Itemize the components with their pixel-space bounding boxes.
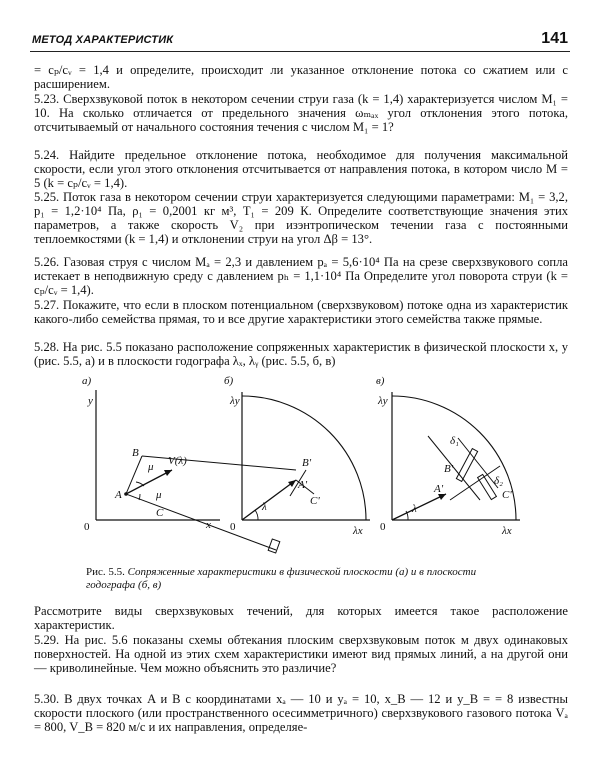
panel-b-arrowhead: [288, 480, 296, 487]
panel-a-y-label: y: [88, 395, 93, 407]
panel-b-lambda: λ: [262, 501, 267, 513]
panel-b-origin: 0: [230, 521, 236, 533]
panel-a: [82, 375, 296, 553]
panel-b-tag: б): [224, 375, 234, 387]
problem-5-23: 5.23. Сверхзвуковой поток в некотором сечении струи газа (k = 1,4) характеризуется числом M₁ = 10. На сколько отличается от предельного значения ωₘₐₓ угол отклонения этого потока, отсчитываемый от начального состояния течения с числом M₁ = 1?: [34, 92, 568, 134]
panel-a-origin: 0: [84, 521, 90, 533]
page-number: 141: [541, 30, 568, 47]
panel-c-y-label: λy: [378, 395, 388, 407]
running-title: МЕТОД ХАРАКТЕРИСТИК: [32, 34, 174, 46]
panel-c-bar-1: [456, 449, 477, 482]
mu-label-2: μ: [156, 489, 162, 501]
page-header: [30, 30, 570, 52]
panel-c-origin: 0: [380, 521, 386, 533]
problem-5-24: 5.24. Найдите предельное отклонение потока, необходимое для получения максимальной скорости, если угол этого отклонения отсчитывается от направления потока, в котором число M = 5 (k = cₚ/cᵥ = 1,4).: [34, 148, 568, 190]
header-rule: [30, 51, 570, 52]
point-C: C: [156, 507, 164, 519]
panel-a-tag: а): [82, 375, 92, 387]
panel-c: [376, 375, 520, 537]
panel-c-point-C: C': [502, 489, 512, 501]
characteristic-AC: [126, 494, 276, 550]
problem-5-25: 5.25. Поток газа в некотором сечении струи характеризуется следующими параметрами: M₁ = 3,2, p₁ = 1,2·10⁴ Па, ρ₁ = 0,2001 кг м³, T₁ = 209 К. Определите соответствующие значения этих параметров, а также скорость V₂ при изэнтропическом течении газа с постоянными теплоемкостями (k = 1,4) и отклонении струи на угол Δβ = 13°.: [34, 190, 568, 246]
panel-c-point-B: B': [444, 463, 454, 475]
panel-c-tag: в): [376, 375, 385, 387]
paragraph-5-28-continued: Рассмотрите виды сверхзвуковых течений, для которых имеется такое расположение характеристик.: [34, 604, 568, 632]
small-rect-right: [268, 539, 280, 553]
panel-c-delta2: δ₂: [494, 475, 503, 487]
panel-c-lambda: λ: [412, 503, 417, 515]
panel-c-x-label: λx: [502, 525, 512, 537]
panel-a-x-label: x: [206, 519, 211, 531]
velocity-vector: [126, 470, 172, 494]
vector-label: V(λ): [168, 455, 187, 467]
panel-b-y-label: λy: [230, 395, 240, 407]
problem-5-27: 5.27. Покажите, что если в плоском потенциальном (сверхзвуковом) потоке одна из характеристик какого-либо семейства прямая, то и все другие характеристики этого семейства также прямые.: [34, 298, 568, 326]
panel-c-velocity-vector: [392, 494, 446, 520]
caption-text: Сопряженные характеристики в физической плоскости (а) и в плоскости годографа (б, в): [86, 566, 477, 591]
panel-b-point-C: C': [310, 495, 320, 507]
problem-5-28: 5.28. На рис. 5.5 показано расположение сопряженных характеристик в физической плоскости x, y (рис. 5.5, а) и в плоскости годографа λₓ, λᵧ (рис. 5.5, б, в): [34, 340, 568, 368]
problem-5-30: 5.30. В двух точках A и B с координатами xₐ — 10 и yₐ = 10, x_B — 12 и y_B = = 8 известны скорости плоского (или пространственного осесимметричного) сверхзвукового газового потока Vₐ = 800, V_B = 820 м/с и их направления, определяе-: [34, 692, 568, 734]
caption-number: Рис. 5.5.: [86, 566, 125, 578]
panel-b-point-B: B': [302, 457, 312, 469]
point-A: A: [115, 489, 122, 501]
panel-b-x-label: λx: [353, 525, 363, 537]
characteristic-B-long: [142, 456, 296, 470]
panel-c-delta1: δ₁: [450, 435, 459, 447]
panel-b-point-A: A': [298, 479, 308, 491]
problem-5-29: 5.29. На рис. 5.6 показаны схемы обтекания плоским сверхзвуковым поток м двух одинаковых поверхностей. На одной из этих схем характеристики имеют вид прямых линий, а на другой они — криволинейные. Чем можно объяснить это различие?: [34, 633, 568, 675]
problem-5-26: 5.26. Газовая струя с числом Mₐ = 2,3 и давлением pₐ = 5,6·10⁴ Па на срезе сверхзвукового сопла истекает в неподвижную среду с давлением pₕ = 1,1·10⁴ Па Определите угол поворота струи (k = cₚ/cᵥ = 1,4).: [34, 255, 568, 297]
characteristic-AB: [126, 456, 142, 494]
mu-arc-1: [136, 482, 144, 486]
figure-5-5: [70, 370, 540, 570]
figure-caption: [86, 566, 516, 592]
point-B: B: [132, 447, 139, 459]
panel-b-lambda-arc: [255, 510, 258, 520]
panel-b: [224, 375, 370, 537]
panel-b-velocity-vector: [242, 480, 296, 520]
paragraph-continuation: = cₚ/cᵥ = 1,4 и определите, происходит ли указанное отклонение потока со сжатием или с расширением.: [34, 63, 568, 91]
point-A-dot: [124, 492, 128, 496]
panel-c-char-3: [450, 466, 500, 500]
panel-c-limit-arc: [392, 396, 516, 520]
mu-label-1: μ: [148, 461, 154, 473]
panel-c-point-A: A': [434, 483, 444, 495]
